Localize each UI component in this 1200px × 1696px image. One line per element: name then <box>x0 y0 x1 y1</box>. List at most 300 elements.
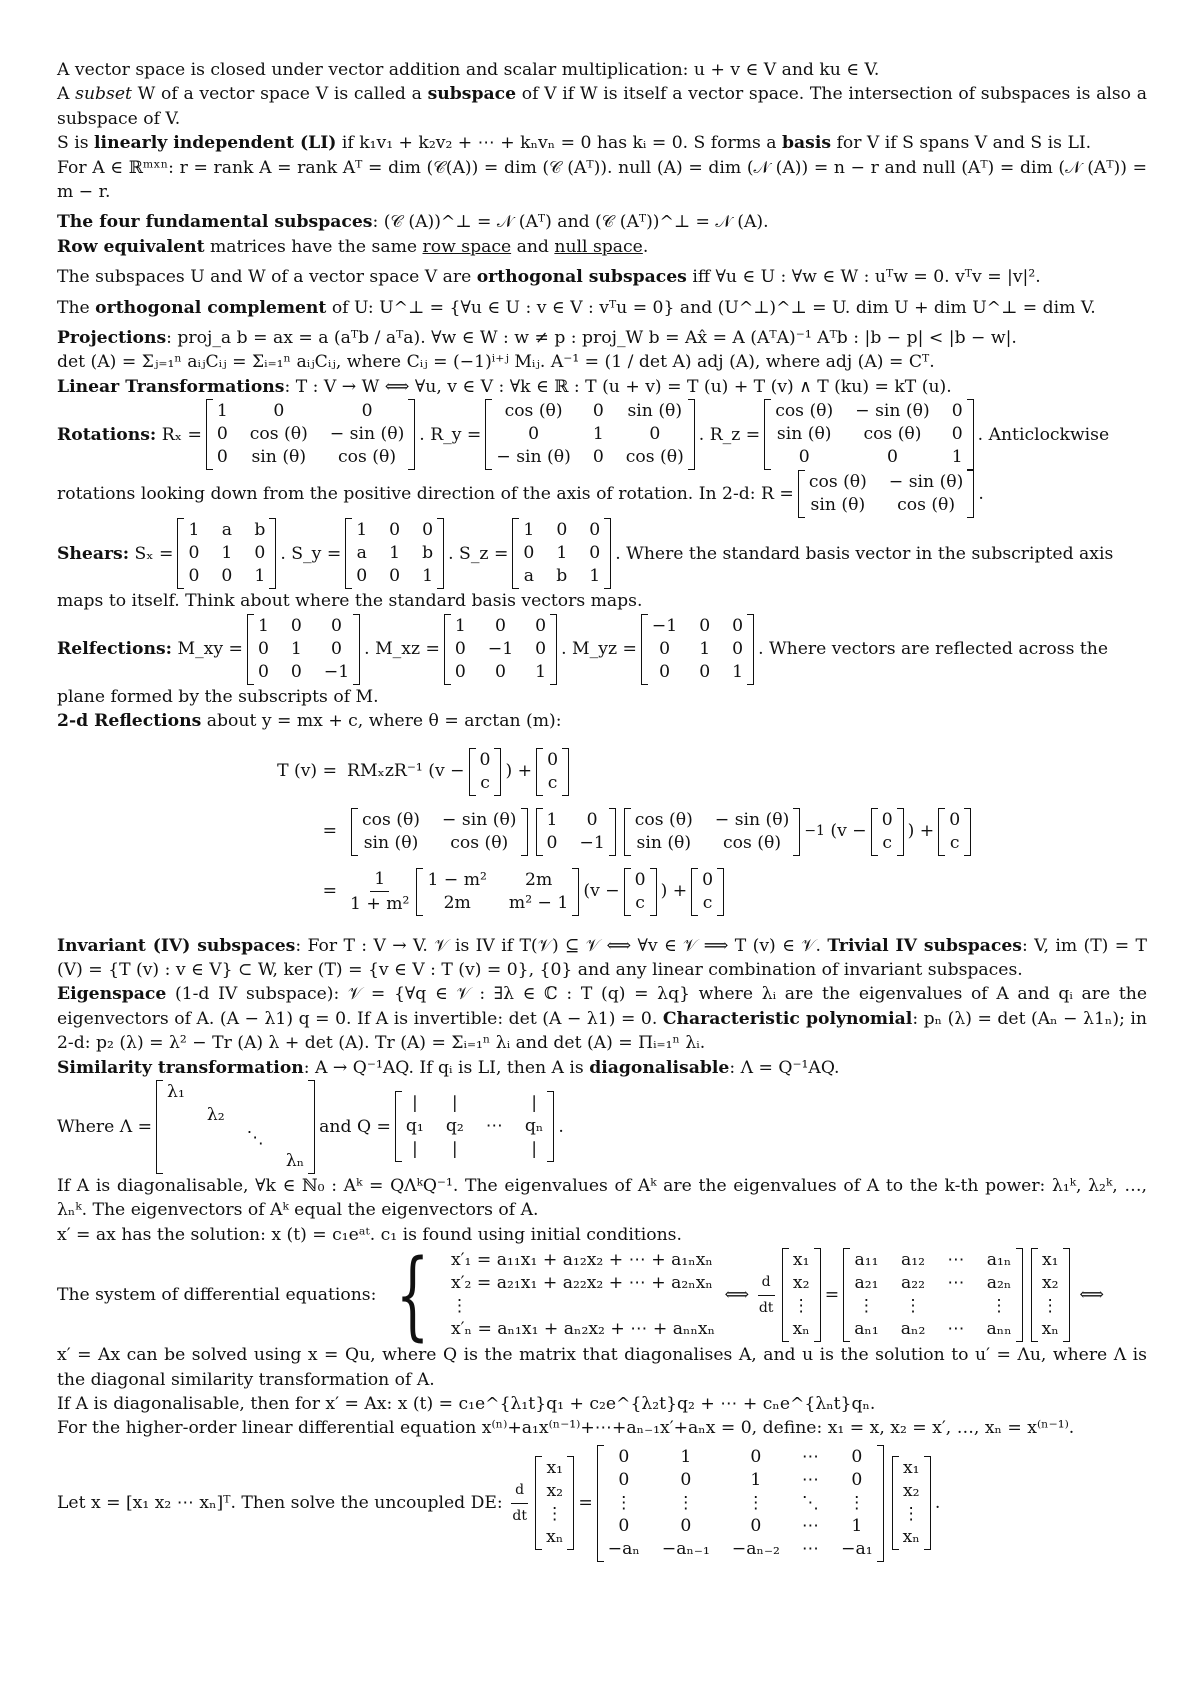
matrix-cells <box>1038 1248 1063 1342</box>
bracket-right <box>572 868 579 916</box>
bracket-right <box>609 808 616 856</box>
matrix-cell: ⋯ <box>485 1116 503 1137</box>
matrix-cell: sin (θ) <box>636 832 692 853</box>
bracket-right <box>747 614 754 685</box>
matrix-cell: 0 <box>495 661 506 682</box>
matrix-cell: m² − 1 <box>508 892 569 913</box>
bracket-right <box>1063 1248 1070 1342</box>
matrix-cell: 0 <box>361 401 373 422</box>
matrix-cell: aₙₙ <box>986 1319 1012 1340</box>
matrix-cell: x₂ <box>1041 1273 1059 1294</box>
matrix-reflection <box>416 868 579 916</box>
matrix-cell: −aₙ₋₂ <box>731 1538 780 1559</box>
matrix-cell: 0 <box>331 638 342 659</box>
vector-x-a <box>782 1248 821 1342</box>
bracket-right <box>604 518 611 589</box>
bracket-left <box>512 518 519 589</box>
matrix-sz <box>512 518 611 589</box>
matrix-cell: 1 <box>680 1446 692 1467</box>
matrix-cell: 0 <box>618 1515 630 1536</box>
matrix-cell: b <box>422 543 434 564</box>
matrix-cells <box>402 1091 547 1162</box>
matrix-cell <box>167 1127 185 1150</box>
matrix-cell: ⋮ <box>1041 1296 1059 1317</box>
matrix-cell: xₙ <box>792 1319 810 1340</box>
matrix-cell: 0 <box>702 869 714 890</box>
matrix-cell: 0 <box>273 401 285 422</box>
bracket-left <box>395 1091 402 1162</box>
matrix-cell <box>247 1104 264 1127</box>
bracket-right <box>793 808 800 856</box>
bracket-left <box>177 518 184 589</box>
matrix-cell: ⋯ <box>801 1446 820 1467</box>
matrix-cell: 0 <box>495 615 506 636</box>
closure-line: A vector space is closed under vector addition and scalar multiplication: u + v ∈ V and ku ∈ V. <box>57 60 880 80</box>
matrix-cell: 0 <box>951 424 963 445</box>
matrix-cell: a₁ₙ <box>986 1250 1012 1271</box>
matrix-cell: 0 <box>798 447 810 468</box>
matrix-cell: 0 <box>634 869 646 890</box>
matrix-cell: ⋮ <box>747 1492 765 1513</box>
matrix-cell: 0 <box>659 638 670 659</box>
system-ode-row: The system of differential equations: { x′₁ = a₁₁x₁ + a₁₂x₂ + ⋯ + a₁ₙxₙ x′₂ = a₂₁x₁ + a₂₂x₂ + ⋯ + a₂ₙxₙ ⋮ x′ₙ = aₙ₁x₁ + aₙ₂x₂ + ⋯ + aₙₙxₙ ⟺ $\frac{d}{dt}$ x₁ x₂ ⋮ xₙ = a₁₁ a₁₂ ⋯ a₁ₙ a₂₁ a₂₂ ⋯ a₂ₙ ⋮ ⋮ ⋮ aₙ₁ aₙ₂ ⋯ aₙₙ x₁ x₂ ⋮ xₙ ⟺ <box>57 1239 1104 1352</box>
rotations-row: Rotations: Rₓ = 1 0 0 0 cos (θ) − sin (θ) 0 sin (θ) cos (θ) . R_y = cos (θ) 0 sin (θ) 0 1 0 − sin (θ) 0 cos (θ) . R_z = cos (θ) − sin (θ) 0 sin (θ) cos (θ) 0 0 0 1 . Anticlockwise <box>57 399 1147 470</box>
matrix-cell: 1 <box>951 447 963 468</box>
matrix-cells <box>648 614 747 685</box>
matrix-cells <box>519 518 604 589</box>
matrix-cell: 0 <box>254 543 266 564</box>
vector-0c-d <box>938 808 971 856</box>
fraction: $\frac{1}{\text{1 + m²}}$ <box>350 868 410 914</box>
higher-order-line: For the higher-order linear differential equation x⁽ⁿ⁾+a₁x⁽ⁿ⁻¹⁾+⋯+aₙ₋₁x′+aₙx = 0, define: x₁ = x, x₂ = x′, …, xₙ = x⁽ⁿ⁻¹⁾. <box>57 1418 1075 1439</box>
matrix-cell: c <box>882 832 892 853</box>
matrix-cell: 0 <box>699 661 711 682</box>
matrix-cell: 0 <box>886 447 898 468</box>
bracket-left <box>624 868 631 916</box>
shears-cont: maps to itself. Think about where the standard basis vectors maps. <box>57 591 643 612</box>
matrix-cell: x₁ <box>1041 1250 1059 1271</box>
scalar-ode-line: x′ = ax has the solution: x (t) = c₁eᵃᵗ. c₁ is found using initial conditions. <box>57 1224 682 1245</box>
matrix-cell: xₙ <box>546 1527 564 1548</box>
matrix-cell: 0 <box>188 543 200 564</box>
matrix-cells <box>352 518 437 589</box>
four-subspaces-line: The four fundamental subspaces: (𝒞 (A))^⊥ = 𝒩 (Aᵀ) and (𝒞 (Aᵀ))^⊥ = 𝒩 (A). <box>57 212 769 233</box>
matrix-cell: 0 <box>188 566 200 587</box>
matrix-cell: −1 <box>579 832 605 853</box>
matrix-cells <box>631 868 650 916</box>
matrix-cell: 1 <box>221 543 233 564</box>
matrix-cell: cos (θ) <box>249 424 308 445</box>
matrix-cell: c <box>635 892 645 913</box>
vector-x-d <box>892 1456 931 1550</box>
matrix-rx <box>206 399 415 470</box>
vector-0c-a <box>469 748 502 796</box>
matrix-cell: − sin (θ) <box>496 447 571 468</box>
matrix-cell: 0 <box>257 661 269 682</box>
matrix-cell: −a₁ <box>841 1538 873 1559</box>
bracket-right <box>717 868 724 916</box>
matrix-cell: c <box>547 772 558 793</box>
matrix-cell: x₁ <box>546 1458 564 1479</box>
matrix-cell <box>286 1127 304 1150</box>
reflection-display <box>247 742 1147 922</box>
matrix-cell: 1 <box>356 520 368 541</box>
matrix-cell: a₂ₙ <box>986 1273 1012 1294</box>
matrix-cell: ⋮ <box>990 1296 1008 1317</box>
matrix-cell: 0 <box>216 424 228 445</box>
matrix-cell: cos (θ) <box>504 401 563 422</box>
matrix-cells <box>542 1456 567 1550</box>
matrix-cell <box>486 1138 503 1161</box>
bracket-right <box>924 1456 931 1550</box>
matrix-myz <box>641 614 754 685</box>
matrix-cell: ⋯ <box>801 1469 820 1490</box>
matrix-cell: −1 <box>323 661 350 682</box>
bracket-right <box>521 808 528 856</box>
matrix-cells <box>805 470 968 518</box>
matrix-cell: − sin (θ) <box>714 809 790 830</box>
bracket-right <box>408 399 415 470</box>
system-equation: x′ₙ = aₙ₁x₁ + aₙ₂x₂ + ⋯ + aₙₙxₙ <box>450 1319 716 1340</box>
matrix-cell: 1 <box>454 615 466 636</box>
matrix-cells <box>213 399 408 470</box>
matrix-cell: 0 <box>618 1446 630 1467</box>
bracket-right <box>1016 1248 1023 1342</box>
matrix-cell: 2m <box>443 892 471 913</box>
bracket-right <box>547 1091 554 1162</box>
system-equation: x′₁ = a₁₁x₁ + a₁₂x₂ + ⋯ + a₁ₙxₙ <box>450 1250 713 1271</box>
matrix-cell: 0 <box>659 661 670 682</box>
document-body <box>57 58 1147 1562</box>
bracket-left <box>345 518 352 589</box>
matrix-cells <box>698 868 717 916</box>
matrix-cell: 0 <box>732 615 744 636</box>
matrix-cell: ⋮ <box>546 1504 564 1525</box>
matrix-cell: ⋯ <box>801 1538 820 1559</box>
matrix-cell: 0 <box>592 447 604 468</box>
matrix-cell: xₙ <box>1041 1319 1059 1340</box>
matrix-cell: ⋮ <box>792 1296 810 1317</box>
bracket-right <box>562 748 569 796</box>
matrix-cell: c <box>480 772 490 793</box>
vector-0c-b <box>536 748 569 796</box>
reflection-2d-line: 2-d Reflections about y = mx + c, where θ = arctan (m): <box>57 711 562 732</box>
vector-0c-f <box>691 868 724 916</box>
bracket-left <box>485 399 492 470</box>
matrix-cell: 1 <box>257 615 269 636</box>
bracket-right <box>967 470 974 518</box>
matrix-cell: 1 <box>556 543 568 564</box>
bracket-left <box>444 614 451 685</box>
matrix-cell: | <box>451 1093 458 1114</box>
bracket-right <box>494 748 501 796</box>
matrix-cell: | <box>411 1139 418 1160</box>
matrix-cell: λ₁ <box>167 1081 185 1102</box>
bracket-left <box>416 868 423 916</box>
system-equation: ⋮ <box>450 1296 469 1317</box>
matrix-cell: 0 <box>547 749 558 770</box>
matrix-cell: aₙ₂ <box>900 1319 926 1340</box>
display-eq-3: = $\frac{1}{\text{1 + m²}}$ 1 − m² 2m 2m m² − 1 (v − 0 c ) + 0 c <box>247 862 1147 922</box>
bracket-right <box>650 868 657 916</box>
matrix-cell: c <box>702 892 713 913</box>
matrix-cell: ⋮ <box>902 1504 920 1525</box>
matrix-cell: 1 <box>851 1515 863 1536</box>
matrix-cell: 0 <box>951 401 963 422</box>
matrix-cell: cos (θ) <box>362 809 421 830</box>
matrix-cell: ⋮ <box>677 1492 695 1513</box>
bracket-left <box>691 868 698 916</box>
matrix-cell: 0 <box>546 832 558 853</box>
matrix-cell <box>167 1150 185 1173</box>
matrix-cells <box>604 1445 877 1562</box>
matrix-cell: 0 <box>851 1469 863 1490</box>
matrix-cell <box>486 1092 503 1115</box>
reflections-cont: plane formed by the subscripts of M. <box>57 686 379 707</box>
matrix-cell <box>167 1104 185 1127</box>
matrix-cell: 0 <box>422 520 434 541</box>
matrix-cells <box>543 748 562 796</box>
matrix-cell: −1 <box>487 638 514 659</box>
matrix-cell: q₁ <box>405 1116 424 1137</box>
shears-row: Shears: Sₓ = 1 a b 0 1 0 0 0 1 . S_y = 1 0 0 a 1 b 0 0 1 . S_z = 1 0 0 0 1 0 a b 1 . Where the standard basis vector in the subscripted axis <box>57 518 1147 589</box>
matrix-cell: sin (θ) <box>251 447 307 468</box>
matrix-cell: 0 <box>389 566 401 587</box>
bracket-left <box>156 1080 163 1174</box>
matrix-cells <box>543 808 609 856</box>
matrix-cell: 0 <box>216 447 228 468</box>
linear-independence-line: S is linearly independent (LI) if k₁v₁ + k₂v₂ + ⋯ + kₙvₙ = 0 has kᵢ = 0. S forms a basis for V if S spans V and S is LI. <box>57 133 1092 154</box>
matrix-cell: 1 <box>290 638 302 659</box>
matrix-cell: cos (θ) <box>808 472 867 493</box>
matrix-cell: −1 <box>651 615 678 636</box>
bracket-right <box>437 518 444 589</box>
matrix-cell: − sin (θ) <box>442 809 517 830</box>
matrix-rz <box>764 399 973 470</box>
matrix-cell: 0 <box>750 1515 762 1536</box>
matrix-cell: aₙ₁ <box>854 1319 879 1340</box>
matrix-cells <box>789 1248 814 1342</box>
matrix-cells <box>945 808 964 856</box>
matrix-cell: 0 <box>535 615 547 636</box>
matrix-cell: sin (θ) <box>363 832 419 853</box>
bracket-right <box>897 808 904 856</box>
matrix-cell: 0 <box>454 638 466 659</box>
matrix-mxy <box>247 614 360 685</box>
matrix-cell: cos (θ) <box>338 447 397 468</box>
matrix-cells <box>358 808 521 856</box>
similarity-line: Similarity transformation: A → Q⁻¹AQ. If qᵢ is LI, then A is diagonalisable: Λ = Q⁻¹AQ. <box>57 1057 840 1078</box>
bracket-left <box>247 614 254 685</box>
determinant-line: det (A) = Σⱼ₌₁ⁿ aᵢⱼCᵢⱼ = Σᵢ₌₁ⁿ aᵢⱼCᵢⱼ, where Cᵢⱼ = (−1)ⁱ⁺ʲ Mᵢⱼ. A⁻¹ = (1 / det A) adj (A), where adj (A) = Cᵀ. <box>57 352 935 373</box>
matrix-cells <box>850 1248 1015 1342</box>
where-lambda-q-row: Where Λ = λ₁ λ₂ ⋱ λₙ and Q = | | | q₁ q₂ ⋯ qₙ | | | . <box>57 1080 1147 1174</box>
matrix-cell: cos (θ) <box>863 424 922 445</box>
bracket-left <box>536 808 543 856</box>
bracket-left <box>624 808 631 856</box>
matrix-cell: ⋱ <box>246 1127 264 1148</box>
bracket-left <box>938 808 945 856</box>
matrix-cell: 0 <box>949 809 961 830</box>
bracket-left <box>469 748 476 796</box>
matrix-lambda <box>156 1080 315 1174</box>
companion-row: Let x = [x₁ x₂ ⋯ xₙ]ᵀ. Then solve the uncoupled DE: $\frac{d}{dt}$ x₁ x₂ ⋮ xₙ = 0 1 0 ⋯ 0 0 0 1 ⋯ 0 ⋮ ⋮ ⋮ ⋱ ⋮ 0 0 0 ⋯ 1 −aₙ −aₙ₋₁ −aₙ₋₂ ⋯ −a₁ x₁ x₂ ⋮ xₙ . <box>57 1445 1147 1562</box>
matrix-cell: a <box>356 543 367 564</box>
matrix-a <box>843 1248 1022 1342</box>
matrix-cell: c <box>949 832 960 853</box>
matrix-cell: − sin (θ) <box>329 424 405 445</box>
bracket-left <box>641 614 648 685</box>
matrix-cell: ⋮ <box>904 1296 922 1317</box>
matrix-cell: a <box>523 566 534 587</box>
diagonalisable-powers: If A is diagonalisable, ∀k ∈ ℕ₀ : Aᵏ = QΛᵏQ⁻¹. The eigenvalues of Aᵏ are the eigenvalues of A to the k-th power: λ₁ᵏ, λ₂ᵏ, …, λₙᵏ. The eigenvectors of Aᵏ equal the eigenvectors of A. <box>57 1175 1147 1221</box>
matrix-cell: 0 <box>680 1515 692 1536</box>
matrix-mxz <box>444 614 557 685</box>
matrix-cell: | <box>451 1139 458 1160</box>
subspace-definition: A subset W of a vector space V is called a subspace of V if W is itself a vector space. The intersection of subspaces is also a subspace of V. <box>57 84 1147 129</box>
bracket-right <box>269 518 276 589</box>
matrix-cell: 0 <box>732 638 744 659</box>
bracket-right <box>353 614 360 685</box>
matrix-cell: 0 <box>851 1446 863 1467</box>
matrix-cell: b <box>254 520 266 541</box>
matrix-ry <box>485 399 694 470</box>
matrix-cells <box>771 399 966 470</box>
matrix-companion <box>597 1445 884 1562</box>
bracket-left <box>597 1445 604 1562</box>
bracket-left <box>871 808 878 856</box>
matrix-cell: λₙ <box>285 1150 305 1171</box>
matrix-cell: 0 <box>535 638 547 659</box>
matrix-cell: b <box>556 566 568 587</box>
matrix-cell: −aₙ₋₁ <box>661 1538 710 1559</box>
bracket-left <box>535 1456 542 1550</box>
matrix-cell <box>207 1150 225 1173</box>
matrix-cell <box>207 1127 225 1150</box>
matrix-cell: x₂ <box>546 1481 564 1502</box>
matrix-cell: xₙ <box>902 1527 920 1548</box>
matrix-cell: 1 <box>188 520 200 541</box>
matrix-cell: 0 <box>523 543 535 564</box>
matrix-cell: ⋮ <box>857 1296 876 1317</box>
matrix-mxz-2d <box>536 808 616 856</box>
matrix-cell: 0 <box>589 520 601 541</box>
matrix-cells <box>451 614 550 685</box>
system-equations <box>447 1248 719 1342</box>
orthogonal-subspaces-line: The subspaces U and W of a vector space V are orthogonal subspaces iff ∀u ∈ U : ∀w ∈ W : uᵀw = 0. vᵀv = |v|². <box>57 267 1041 288</box>
linear-transformations-line: Linear Transformations: T : V → W ⟺ ∀u, v ∈ V : ∀k ∈ ℝ : T (u + v) = T (u) + T (v) ∧ T (ku) = kT (u). <box>57 376 952 397</box>
orthogonal-complement-line: The orthogonal complement of U: U^⊥ = {∀u ∈ U : v ∈ V : vᵀu = 0} and (U^⊥)^⊥ = U. dim U + dim U^⊥ = dim V. <box>57 297 1096 318</box>
matrix-cell: 0 <box>750 1446 762 1467</box>
matrix-cell <box>286 1081 304 1104</box>
matrix-cell: 0 <box>331 615 342 636</box>
matrix-sx <box>177 518 276 589</box>
matrix-cell: 0 <box>881 809 893 830</box>
matrix-cells <box>184 518 269 589</box>
matrix-cell: 0 <box>680 1469 692 1490</box>
bracket-left <box>1031 1248 1038 1342</box>
display-eq-1: T (v) = RMₓzR⁻¹ (v − 0 c ) + 0 c <box>247 742 1147 802</box>
bracket-right <box>688 399 695 470</box>
matrix-cell: sin (θ) <box>627 401 683 422</box>
matrix-cell: | <box>531 1093 538 1114</box>
bracket-left <box>798 470 805 518</box>
matrix-cell: ⋯ <box>947 1273 965 1294</box>
matrix-cell: 0 <box>586 809 598 830</box>
matrix-cell: a₁₁ <box>854 1250 879 1271</box>
vector-x-c <box>535 1456 574 1550</box>
bracket-right <box>814 1248 821 1342</box>
matrix-cell: cos (θ) <box>897 495 956 516</box>
matrix-cell: 0 <box>528 424 540 445</box>
matrix-cell: | <box>531 1139 538 1160</box>
matrix-cell: 1 <box>422 566 434 587</box>
matrix-cell: ⋯ <box>947 1319 965 1340</box>
bracket-left <box>892 1456 899 1550</box>
matrix-cell: 1 <box>535 661 547 682</box>
row-equivalent-line: Row equivalent matrices have the same row space and null space. <box>57 236 649 257</box>
matrix-cell: 0 <box>618 1469 630 1490</box>
bracket-right <box>967 399 974 470</box>
matrix-cell: 1 − m² <box>427 869 487 890</box>
matrix-cell <box>247 1150 264 1173</box>
matrix-cell: 0 <box>389 520 401 541</box>
matrix-r2 <box>798 470 975 518</box>
system-equation: x′₂ = a₂₁x₁ + a₂₂x₂ + ⋯ + a₂ₙxₙ <box>450 1273 713 1294</box>
matrix-cell: 0 <box>592 401 604 422</box>
matrix-cells <box>476 748 495 796</box>
bracket-right <box>964 808 971 856</box>
matrix-cell: 0 <box>356 566 368 587</box>
matrix-cell <box>247 1081 264 1104</box>
bracket-left <box>764 399 771 470</box>
rotations-2d-row: rotations looking down from the positive direction of the axis of rotation. In 2-d: R = cos (θ) − sin (θ) sin (θ) cos (θ) . <box>57 470 1147 518</box>
bracket-left <box>351 808 358 856</box>
projections-line: Projections: proj_a b = ax = a (aᵀb / aᵀa). ∀w ∈ W : w ≠ p : proj_W b = Ax̂ = A (AᵀA)⁻¹ Aᵀb : |b − p| < |b − w|. <box>57 328 1017 349</box>
matrix-cell: 2m <box>525 869 553 890</box>
matrix-cells <box>163 1080 308 1174</box>
matrix-cell: qₙ <box>524 1116 544 1137</box>
matrix-cell: 1 <box>254 566 266 587</box>
matrix-cell: x₁ <box>792 1250 810 1271</box>
bracket-left <box>206 399 213 470</box>
matrix-cells <box>423 868 572 916</box>
matrix-cell: 1 <box>699 638 711 659</box>
reflections-row: Relfections: M_xy = 1 0 0 0 1 0 0 0 −1 . M_xz = 1 0 0 0 −1 0 0 0 1 . M_yz = −1 0 0 0 1 0 0 0 1 . Where vectors are reflected across the <box>57 614 1147 685</box>
matrix-cell: x₂ <box>792 1273 810 1294</box>
matrix-sy <box>345 518 444 589</box>
matrix-cell: 1 <box>589 566 601 587</box>
matrix-r2-a <box>351 808 528 856</box>
matrix-cells <box>631 808 794 856</box>
matrix-cell: sin (θ) <box>810 495 866 516</box>
matrix-cell: ⋯ <box>801 1515 820 1536</box>
bracket-right <box>877 1445 884 1562</box>
matrix-cell <box>207 1081 225 1104</box>
matrix-cell: 0 <box>589 543 601 564</box>
matrix-cells <box>899 1456 924 1550</box>
matrix-ode-line: x′ = Ax can be solved using x = Qu, where Q is the matrix that diagonalises A, and u is the solution to u′ = Λu, where Λ is the diagonal similarity transformation of A. <box>57 1345 1147 1390</box>
display-eq-2: = cos (θ) − sin (θ) sin (θ) cos (θ) 1 0 0 −1 cos (θ) − sin (θ) sin (θ) cos (θ) −1 (v − 0 c ) + 0 c <box>247 802 1147 862</box>
matrix-cell: ⋯ <box>947 1250 965 1271</box>
matrix-cell: 0 <box>290 615 302 636</box>
matrix-cell: cos (θ) <box>450 832 509 853</box>
matrix-cell: 1 <box>592 424 604 445</box>
matrix-cells <box>254 614 353 685</box>
matrix-cell: ⋱ <box>801 1492 820 1513</box>
bracket-right <box>550 614 557 685</box>
matrix-cell: | <box>411 1093 418 1114</box>
